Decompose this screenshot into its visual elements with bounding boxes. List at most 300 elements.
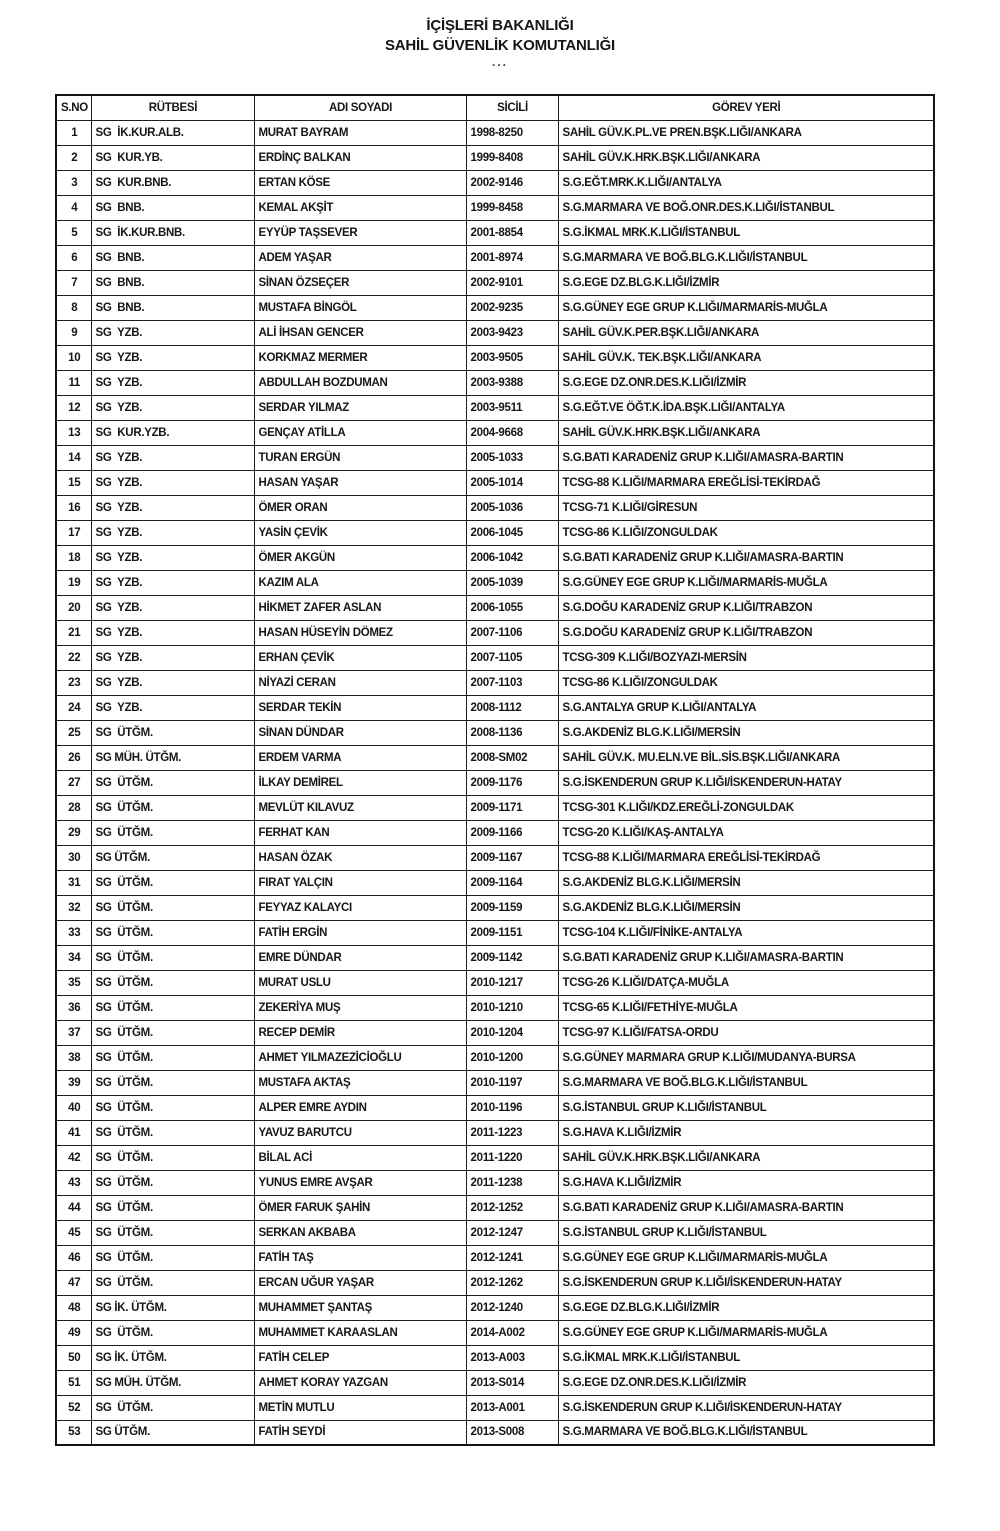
table-row: [56, 620, 934, 645]
cell-sicil: 2006-1042: [466, 545, 558, 570]
cell-duty: S.G.GÜNEY EGE GRUP K.LIĞI/MARMARİS-MUĞLA: [558, 1320, 934, 1345]
table-row: [56, 195, 934, 220]
title-separator-dots: ...: [491, 55, 508, 69]
cell-rank: SG ÜTĞM.: [91, 1245, 254, 1270]
cell-sicil: 2004-9668: [466, 420, 558, 445]
table-header-row: [56, 95, 934, 120]
table-row: [56, 520, 934, 545]
cell-duty: S.G.EĞT.MRK.K.LIĞI/ANTALYA: [558, 170, 934, 195]
cell-sno: 43: [56, 1170, 91, 1195]
cell-duty: TCSG-301 K.LIĞI/KDZ.EREĞLİ-ZONGULDAK: [558, 795, 934, 820]
cell-sno: 29: [56, 820, 91, 845]
table-row: [56, 1295, 934, 1320]
cell-sicil: 2011-1220: [466, 1145, 558, 1170]
document-title-line1: İÇİŞLERİ BAKANLIĞI: [426, 17, 574, 34]
cell-rank: SG ÜTĞM.: [91, 970, 254, 995]
cell-sicil: 2005-1039: [466, 570, 558, 595]
cell-duty: TCSG-26 K.LIĞI/DATÇA-MUĞLA: [558, 970, 934, 995]
cell-duty: S.G.İSKENDERUN GRUP K.LIĞI/İSKENDERUN-HATAY: [558, 1270, 934, 1295]
cell-name: YUNUS EMRE AVŞAR: [254, 1170, 466, 1195]
cell-name: AHMET YILMAZEZİCİOĞLU: [254, 1045, 466, 1070]
table-row: [56, 1170, 934, 1195]
cell-sno: 12: [56, 395, 91, 420]
cell-name: AHMET KORAY YAZGAN: [254, 1370, 466, 1395]
cell-duty: TCSG-65 K.LIĞI/FETHİYE-MUĞLA: [558, 995, 934, 1020]
cell-rank: SG ÜTĞM.: [91, 1145, 254, 1170]
table-row: [56, 895, 934, 920]
cell-rank: SG MÜH. ÜTĞM.: [91, 745, 254, 770]
table-row: [56, 1220, 934, 1245]
cell-name: YAVUZ BARUTCU: [254, 1120, 466, 1145]
cell-name: MEVLÜT KILAVUZ: [254, 795, 466, 820]
table-row: [56, 145, 934, 170]
cell-sicil: 2012-1247: [466, 1220, 558, 1245]
cell-rank: SG YZB.: [91, 470, 254, 495]
table-row: [56, 1320, 934, 1345]
cell-duty: S.G.MARMARA VE BOĞ.ONR.DES.K.LIĞI/İSTANBUL: [558, 195, 934, 220]
table-row: [56, 920, 934, 945]
cell-duty: TCSG-86 K.LIĞI/ZONGULDAK: [558, 670, 934, 695]
cell-rank: SG ÜTĞM.: [91, 795, 254, 820]
cell-rank: SG YZB.: [91, 645, 254, 670]
table-row: [56, 1095, 934, 1120]
cell-name: FATİH ERGİN: [254, 920, 466, 945]
table-row: [56, 395, 934, 420]
table-row: [56, 645, 934, 670]
cell-sno: 52: [56, 1395, 91, 1420]
cell-sno: 20: [56, 595, 91, 620]
table-row: [56, 1145, 934, 1170]
table-row: [56, 1070, 934, 1095]
cell-duty: TCSG-71 K.LIĞI/GİRESUN: [558, 495, 934, 520]
cell-name: EYYÜP TAŞSEVER: [254, 220, 466, 245]
cell-sicil: 2009-1167: [466, 845, 558, 870]
cell-name: EMRE DÜNDAR: [254, 945, 466, 970]
cell-sicil: 2005-1014: [466, 470, 558, 495]
cell-sno: 39: [56, 1070, 91, 1095]
cell-duty: S.G.GÜNEY MARMARA GRUP K.LIĞI/MUDANYA-BURSA: [558, 1045, 934, 1070]
cell-sicil: 2001-8854: [466, 220, 558, 245]
cell-duty: S.G.İSTANBUL GRUP K.LIĞI/İSTANBUL: [558, 1095, 934, 1120]
table-row: [56, 245, 934, 270]
cell-sno: 6: [56, 245, 91, 270]
cell-sicil: 2006-1055: [466, 595, 558, 620]
cell-name: SERKAN AKBABA: [254, 1220, 466, 1245]
cell-sno: 16: [56, 495, 91, 520]
table-row: [56, 695, 934, 720]
cell-duty: S.G.GÜNEY EGE GRUP K.LIĞI/MARMARİS-MUĞLA: [558, 1245, 934, 1270]
table-row: [56, 720, 934, 745]
cell-sicil: 2008-SM02: [466, 745, 558, 770]
cell-rank: SG YZB.: [91, 670, 254, 695]
cell-sicil: 2011-1238: [466, 1170, 558, 1195]
table-row: [56, 870, 934, 895]
cell-name: SERDAR TEKİN: [254, 695, 466, 720]
table-row: [56, 420, 934, 445]
cell-name: KORKMAZ MERMER: [254, 345, 466, 370]
cell-name: HASAN HÜSEYİN DÖMEZ: [254, 620, 466, 645]
table-row: [56, 270, 934, 295]
table-row: [56, 1420, 934, 1445]
cell-name: MUHAMMET KARAASLAN: [254, 1320, 466, 1345]
cell-rank: SG YZB.: [91, 545, 254, 570]
cell-name: KEMAL AKŞİT: [254, 195, 466, 220]
cell-name: ERHAN ÇEVİK: [254, 645, 466, 670]
cell-duty: S.G.GÜNEY EGE GRUP K.LIĞI/MARMARİS-MUĞLA: [558, 570, 934, 595]
column-header-sicil: SİCİLİ: [466, 95, 558, 120]
table-row: [56, 795, 934, 820]
cell-rank: SG BNB.: [91, 195, 254, 220]
cell-sno: 25: [56, 720, 91, 745]
cell-sicil: 2009-1171: [466, 795, 558, 820]
cell-duty: S.G.MARMARA VE BOĞ.BLG.K.LIĞI/İSTANBUL: [558, 245, 934, 270]
cell-name: ERDİNÇ BALKAN: [254, 145, 466, 170]
cell-sno: 36: [56, 995, 91, 1020]
personnel-table-body: [56, 120, 934, 1445]
cell-duty: S.G.DOĞU KARADENİZ GRUP K.LIĞI/TRABZON: [558, 595, 934, 620]
cell-rank: SG YZB.: [91, 620, 254, 645]
cell-sicil: 2013-A001: [466, 1395, 558, 1420]
cell-rank: SG YZB.: [91, 595, 254, 620]
cell-sno: 49: [56, 1320, 91, 1345]
cell-sicil: 2012-1241: [466, 1245, 558, 1270]
cell-sno: 26: [56, 745, 91, 770]
cell-duty: S.G.AKDENİZ BLG.K.LIĞI/MERSİN: [558, 895, 934, 920]
cell-duty: S.G.BATI KARADENİZ GRUP K.LIĞI/AMASRA-BARTIN: [558, 545, 934, 570]
cell-rank: SG ÜTĞM.: [91, 1195, 254, 1220]
cell-duty: S.G.HAVA K.LIĞI/İZMİR: [558, 1120, 934, 1145]
cell-sno: 23: [56, 670, 91, 695]
cell-sicil: 2005-1036: [466, 495, 558, 520]
cell-name: FIRAT YALÇIN: [254, 870, 466, 895]
cell-sno: 31: [56, 870, 91, 895]
cell-sicil: 2009-1164: [466, 870, 558, 895]
cell-name: ÖMER FARUK ŞAHİN: [254, 1195, 466, 1220]
table-row: [56, 770, 934, 795]
cell-rank: SG KUR.BNB.: [91, 170, 254, 195]
cell-sno: 50: [56, 1345, 91, 1370]
table-row: [56, 595, 934, 620]
cell-duty: S.G.ANTALYA GRUP K.LIĞI/ANTALYA: [558, 695, 934, 720]
cell-rank: SG YZB.: [91, 570, 254, 595]
cell-rank: SG ÜTĞM.: [91, 1045, 254, 1070]
cell-sicil: 2009-1166: [466, 820, 558, 845]
cell-rank: SG YZB.: [91, 370, 254, 395]
cell-sicil: 2007-1103: [466, 670, 558, 695]
cell-duty: S.G.EGE DZ.BLG.K.LIĞI/İZMİR: [558, 1295, 934, 1320]
cell-sno: 24: [56, 695, 91, 720]
table-row: [56, 1045, 934, 1070]
cell-sicil: 2009-1151: [466, 920, 558, 945]
table-row: [56, 1020, 934, 1045]
table-row: [56, 970, 934, 995]
cell-duty: S.G.HAVA K.LIĞI/İZMİR: [558, 1170, 934, 1195]
cell-sno: 19: [56, 570, 91, 595]
cell-sno: 27: [56, 770, 91, 795]
cell-sicil: 2010-1217: [466, 970, 558, 995]
cell-rank: SG YZB.: [91, 320, 254, 345]
cell-duty: S.G.MARMARA VE BOĞ.BLG.K.LIĞI/İSTANBUL: [558, 1070, 934, 1095]
table-row: [56, 470, 934, 495]
cell-rank: SG ÜTĞM.: [91, 1420, 254, 1445]
cell-rank: SG YZB.: [91, 395, 254, 420]
table-row: [56, 845, 934, 870]
table-row: [56, 1395, 934, 1420]
table-row: [56, 370, 934, 395]
cell-sno: 47: [56, 1270, 91, 1295]
cell-sno: 7: [56, 270, 91, 295]
cell-sno: 38: [56, 1045, 91, 1070]
cell-duty: TCSG-86 K.LIĞI/ZONGULDAK: [558, 520, 934, 545]
column-header-duty: GÖREV YERİ: [558, 95, 934, 120]
cell-rank: SG ÜTĞM.: [91, 1220, 254, 1245]
cell-sicil: 2002-9235: [466, 295, 558, 320]
cell-rank: SG YZB.: [91, 345, 254, 370]
cell-duty: S.G.EGE DZ.ONR.DES.K.LIĞI/İZMİR: [558, 1370, 934, 1395]
cell-sno: 5: [56, 220, 91, 245]
cell-sno: 53: [56, 1420, 91, 1445]
cell-sno: 41: [56, 1120, 91, 1145]
cell-rank: SG ÜTĞM.: [91, 1270, 254, 1295]
cell-duty: SAHİL GÜV.K.HRK.BŞK.LIĞI/ANKARA: [558, 420, 934, 445]
cell-rank: SG İK. ÜTĞM.: [91, 1345, 254, 1370]
cell-rank: SG İK.KUR.BNB.: [91, 220, 254, 245]
table-row: [56, 345, 934, 370]
cell-sno: 35: [56, 970, 91, 995]
cell-name: SİNAN DÜNDAR: [254, 720, 466, 745]
cell-rank: SG İK. ÜTĞM.: [91, 1295, 254, 1320]
cell-name: ALPER EMRE AYDIN: [254, 1095, 466, 1120]
column-header-sno: S.NO: [56, 95, 91, 120]
cell-rank: SG ÜTĞM.: [91, 1095, 254, 1120]
cell-sicil: 2008-1112: [466, 695, 558, 720]
cell-name: YASİN ÇEVİK: [254, 520, 466, 545]
cell-name: HASAN ÖZAK: [254, 845, 466, 870]
cell-sno: 13: [56, 420, 91, 445]
table-row: [56, 1245, 934, 1270]
cell-rank: SG ÜTĞM.: [91, 1070, 254, 1095]
cell-sno: 21: [56, 620, 91, 645]
cell-duty: S.G.İKMAL MRK.K.LIĞI/İSTANBUL: [558, 220, 934, 245]
cell-duty: S.G.MARMARA VE BOĞ.BLG.K.LIĞI/İSTANBUL: [558, 1420, 934, 1445]
cell-name: TURAN ERGÜN: [254, 445, 466, 470]
cell-name: ERCAN UĞUR YAŞAR: [254, 1270, 466, 1295]
table-row: [56, 820, 934, 845]
cell-rank: SG BNB.: [91, 270, 254, 295]
cell-name: MURAT BAYRAM: [254, 120, 466, 145]
cell-sicil: 2010-1200: [466, 1045, 558, 1070]
cell-duty: SAHİL GÜV.K.PL.VE PREN.BŞK.LIĞI/ANKARA: [558, 120, 934, 145]
cell-sicil: 1999-8458: [466, 195, 558, 220]
cell-duty: S.G.EGE DZ.ONR.DES.K.LIĞI/İZMİR: [558, 370, 934, 395]
cell-sno: 14: [56, 445, 91, 470]
cell-sicil: 2003-9423: [466, 320, 558, 345]
cell-name: ÖMER ORAN: [254, 495, 466, 520]
cell-sicil: 1999-8408: [466, 145, 558, 170]
cell-name: METİN MUTLU: [254, 1395, 466, 1420]
cell-sno: 3: [56, 170, 91, 195]
cell-sno: 4: [56, 195, 91, 220]
cell-sno: 1: [56, 120, 91, 145]
cell-name: HASAN YAŞAR: [254, 470, 466, 495]
cell-sno: 46: [56, 1245, 91, 1270]
cell-sicil: 2014-A002: [466, 1320, 558, 1345]
cell-name: FERHAT KAN: [254, 820, 466, 845]
cell-sno: 33: [56, 920, 91, 945]
cell-rank: SG MÜH. ÜTĞM.: [91, 1370, 254, 1395]
cell-sno: 30: [56, 845, 91, 870]
cell-sicil: 2011-1223: [466, 1120, 558, 1145]
cell-rank: SG ÜTĞM.: [91, 1020, 254, 1045]
cell-sno: 42: [56, 1145, 91, 1170]
cell-sno: 28: [56, 795, 91, 820]
cell-duty: S.G.DOĞU KARADENİZ GRUP K.LIĞI/TRABZON: [558, 620, 934, 645]
cell-name: KAZIM ALA: [254, 570, 466, 595]
table-row: [56, 1270, 934, 1295]
cell-duty: S.G.EGE DZ.BLG.K.LIĞI/İZMİR: [558, 270, 934, 295]
cell-rank: SG YZB.: [91, 445, 254, 470]
cell-name: ALİ İHSAN GENCER: [254, 320, 466, 345]
cell-name: FATİH CELEP: [254, 1345, 466, 1370]
cell-sicil: 2008-1136: [466, 720, 558, 745]
cell-rank: SG ÜTĞM.: [91, 845, 254, 870]
table-row: [56, 220, 934, 245]
cell-sicil: 2009-1176: [466, 770, 558, 795]
cell-sicil: 2010-1196: [466, 1095, 558, 1120]
cell-name: GENÇAY ATİLLA: [254, 420, 466, 445]
cell-name: ERTAN KÖSE: [254, 170, 466, 195]
cell-name: HİKMET ZAFER ASLAN: [254, 595, 466, 620]
cell-sno: 51: [56, 1370, 91, 1395]
cell-duty: TCSG-309 K.LIĞI/BOZYAZI-MERSİN: [558, 645, 934, 670]
cell-sicil: 2002-9101: [466, 270, 558, 295]
table-row: [56, 1345, 934, 1370]
cell-sno: 32: [56, 895, 91, 920]
cell-sno: 37: [56, 1020, 91, 1045]
cell-sicil: 2001-8974: [466, 245, 558, 270]
cell-sicil: 2010-1197: [466, 1070, 558, 1095]
cell-rank: SG ÜTĞM.: [91, 770, 254, 795]
cell-sicil: 2010-1210: [466, 995, 558, 1020]
cell-sno: 11: [56, 370, 91, 395]
cell-duty: S.G.AKDENİZ BLG.K.LIĞI/MERSİN: [558, 720, 934, 745]
table-row: [56, 295, 934, 320]
cell-name: ERDEM VARMA: [254, 745, 466, 770]
cell-sicil: 2012-1240: [466, 1295, 558, 1320]
cell-sicil: 2013-S008: [466, 1420, 558, 1445]
cell-rank: SG BNB.: [91, 295, 254, 320]
cell-sicil: 2010-1204: [466, 1020, 558, 1045]
cell-duty: SAHİL GÜV.K. MU.ELN.VE BİL.SİS.BŞK.LIĞI/ANKARA: [558, 745, 934, 770]
cell-sno: 44: [56, 1195, 91, 1220]
table-row: [56, 545, 934, 570]
cell-rank: SG YZB.: [91, 495, 254, 520]
document-header: [0, 0, 1000, 68]
cell-rank: SG ÜTĞM.: [91, 820, 254, 845]
table-row: [56, 170, 934, 195]
cell-sno: 45: [56, 1220, 91, 1245]
cell-duty: S.G.BATI KARADENİZ GRUP K.LIĞI/AMASRA-BARTIN: [558, 1195, 934, 1220]
cell-rank: SG ÜTĞM.: [91, 1395, 254, 1420]
cell-name: MUSTAFA BİNGÖL: [254, 295, 466, 320]
cell-rank: SG ÜTĞM.: [91, 995, 254, 1020]
cell-duty: S.G.İSTANBUL GRUP K.LIĞI/İSTANBUL: [558, 1220, 934, 1245]
cell-rank: SG ÜTĞM.: [91, 1320, 254, 1345]
cell-rank: SG KUR.YB.: [91, 145, 254, 170]
cell-rank: SG YZB.: [91, 520, 254, 545]
cell-rank: SG KUR.YZB.: [91, 420, 254, 445]
cell-duty: SAHİL GÜV.K.HRK.BŞK.LIĞI/ANKARA: [558, 145, 934, 170]
cell-duty: SAHİL GÜV.K. TEK.BŞK.LIĞI/ANKARA: [558, 345, 934, 370]
cell-name: ZEKERİYA MUŞ: [254, 995, 466, 1020]
cell-sicil: 2003-9511: [466, 395, 558, 420]
cell-sno: 2: [56, 145, 91, 170]
cell-name: SİNAN ÖZSEÇER: [254, 270, 466, 295]
cell-rank: SG ÜTĞM.: [91, 920, 254, 945]
table-row: [56, 1120, 934, 1145]
cell-rank: SG ÜTĞM.: [91, 1120, 254, 1145]
cell-sno: 40: [56, 1095, 91, 1120]
cell-sicil: 2003-9505: [466, 345, 558, 370]
cell-rank: SG İK.KUR.ALB.: [91, 120, 254, 145]
cell-duty: TCSG-88 K.LIĞI/MARMARA EREĞLİSİ-TEKİRDAĞ: [558, 845, 934, 870]
table-row: [56, 1370, 934, 1395]
cell-duty: S.G.EĞT.VE ÖĞT.K.İDA.BŞK.LIĞI/ANTALYA: [558, 395, 934, 420]
cell-duty: TCSG-97 K.LIĞI/FATSA-ORDU: [558, 1020, 934, 1045]
table-row: [56, 495, 934, 520]
table-row: [56, 445, 934, 470]
cell-sicil: 2009-1159: [466, 895, 558, 920]
cell-rank: SG YZB.: [91, 695, 254, 720]
cell-sicil: 2006-1045: [466, 520, 558, 545]
cell-name: MUHAMMET ŞANTAŞ: [254, 1295, 466, 1320]
table-row: [56, 670, 934, 695]
cell-name: ÖMER AKGÜN: [254, 545, 466, 570]
cell-sno: 9: [56, 320, 91, 345]
cell-rank: SG BNB.: [91, 245, 254, 270]
cell-sno: 15: [56, 470, 91, 495]
cell-rank: SG ÜTĞM.: [91, 1170, 254, 1195]
cell-sno: 34: [56, 945, 91, 970]
cell-sno: 48: [56, 1295, 91, 1320]
cell-duty: S.G.GÜNEY EGE GRUP K.LIĞI/MARMARİS-MUĞLA: [558, 295, 934, 320]
table-row: [56, 945, 934, 970]
cell-duty: S.G.AKDENİZ BLG.K.LIĞI/MERSİN: [558, 870, 934, 895]
cell-sicil: 2013-S014: [466, 1370, 558, 1395]
cell-rank: SG ÜTĞM.: [91, 870, 254, 895]
cell-sicil: 2007-1105: [466, 645, 558, 670]
cell-sicil: 2013-A003: [466, 1345, 558, 1370]
cell-name: İLKAY DEMİREL: [254, 770, 466, 795]
cell-duty: S.G.İSKENDERUN GRUP K.LIĞI/İSKENDERUN-HATAY: [558, 770, 934, 795]
cell-duty: S.G.BATI KARADENİZ GRUP K.LIĞI/AMASRA-BARTIN: [558, 945, 934, 970]
table-row: [56, 995, 934, 1020]
cell-name: FATİH TAŞ: [254, 1245, 466, 1270]
personnel-table: [55, 94, 935, 1446]
cell-sicil: 2002-9146: [466, 170, 558, 195]
cell-name: FEYYAZ KALAYCI: [254, 895, 466, 920]
cell-name: FATİH SEYDİ: [254, 1420, 466, 1445]
cell-duty: TCSG-104 K.LIĞI/FİNİKE-ANTALYA: [558, 920, 934, 945]
cell-sicil: 2005-1033: [466, 445, 558, 470]
cell-sno: 17: [56, 520, 91, 545]
cell-sicil: 1998-8250: [466, 120, 558, 145]
cell-duty: TCSG-88 K.LIĞI/MARMARA EREĞLİSİ-TEKİRDAĞ: [558, 470, 934, 495]
cell-duty: SAHİL GÜV.K.HRK.BŞK.LIĞI/ANKARA: [558, 1145, 934, 1170]
cell-name: MURAT USLU: [254, 970, 466, 995]
cell-name: NİYAZİ CERAN: [254, 670, 466, 695]
table-row: [56, 120, 934, 145]
